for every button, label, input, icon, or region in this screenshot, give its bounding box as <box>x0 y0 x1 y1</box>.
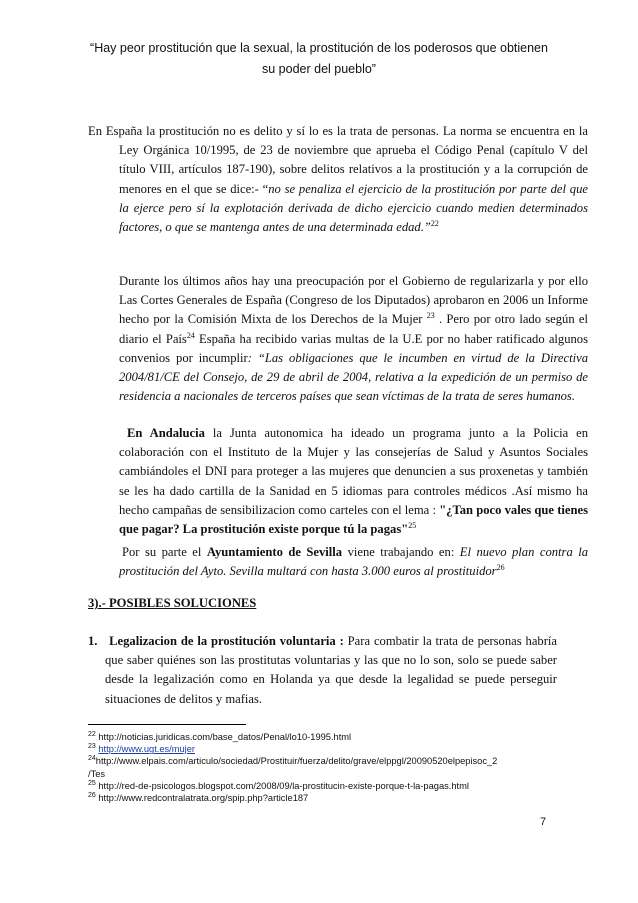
bold-text: Ayuntamiento de Sevilla <box>206 545 343 559</box>
footnote-24: $^{24}$http://www.elpais.com/articulo/sociedad/Prostituir/fuerza/delito/grave/elppgl/20090520elpepisoc_2 <box>88 755 498 767</box>
footnote-link[interactable]: http://www.ugt.es/mujer <box>98 744 196 755</box>
header-line-2: su poder del pueblo” <box>262 62 376 76</box>
footnote-ref-23[interactable]: 23 <box>426 311 435 321</box>
footnote-url[interactable]: http://noticias.juridicas.com/base_datos/Penal/lo10-1995.html <box>98 732 352 742</box>
page-number: 7 <box>540 816 547 828</box>
footnote-divider <box>88 724 246 725</box>
list-item <box>88 632 557 709</box>
footnote-ref-22[interactable]: 22 <box>430 218 439 228</box>
paragraph-text: En España la prostitución no es delito y sí lo es la trata de personas. La norma se encuentra en la Ley Orgánica 10/1995, de 23 de noviembre que aprueba el Código Penal (capítulo V del título VIII, artículos 187-190), sobre delitos relativos a la prostitución y a la corrupción de menores en el que se dice:- “ <box>88 124 588 196</box>
section-title: 3).- POSIBLES SOLUCIONES <box>88 596 257 610</box>
paragraph-sevilla <box>88 543 588 581</box>
paragraph-government <box>88 272 588 406</box>
paragraph-text: España ha recibido varias multas de la U.E por no haber ratificado algunos convenios por incumplir <box>119 331 589 365</box>
paragraph-text: Por su parte el <box>122 545 207 559</box>
quote-italic: El nuevo plan contra la prostitución del Ayto. Sevilla multará con hasta 3.000 euros al prostituidor <box>119 545 589 579</box>
bold-text: En Andalucia <box>127 426 205 440</box>
footnote-25: $^{25}$ http://red-de-psicologos.blogspot.com/2008/09/la-prostitucin-existe-porque-t-la-pagas.html <box>88 779 469 791</box>
footnote-23: $^{23}$ http://www.ugt.es/mujer <box>88 743 196 755</box>
footnotes <box>88 731 558 804</box>
list-number: 1. <box>88 634 98 648</box>
footnote-ref-24[interactable]: 24 <box>186 330 195 340</box>
footnote-22: $^{22}$ http://noticias.juridicas.com/base_datos/Penal/lo10-1995.html <box>88 730 352 742</box>
footnote-ref-25[interactable]: 25 <box>408 520 417 530</box>
paragraph-legal-framework <box>88 122 588 237</box>
list-item-text: Para combatir la trata de personas habría que saber quiénes son las prostitutas voluntarias y las que no lo son, solo se puede saber desde la legalización como en Holanda ya que desde la legalidad se puede perseguir situaciones de delitos y mafias. <box>105 634 557 706</box>
paragraph-andalucia <box>88 424 588 539</box>
footnote-24-continued <box>88 768 558 780</box>
page-header-quote <box>80 38 558 80</box>
paragraph-text: viene trabajando en: <box>342 545 460 559</box>
list-item-heading: Legalizacion de la prostitución voluntaria : <box>109 634 344 648</box>
footnote-ref-26[interactable]: 26 <box>496 563 505 573</box>
header-line-1: “Hay peor prostitución que la sexual, la prostitución de los poderosos que obtienen <box>90 41 548 55</box>
paragraph-text: . Pero por otro lado según el diario el País <box>119 312 588 346</box>
campaign-slogan: "¿Tan poco vales que tienes que pagar? La prostitución existe porque tú la pagas" <box>119 502 588 537</box>
footnote-url[interactable]: http://red-de-psicologos.blogspot.com/2008/09/la-prostitucin-existe-porque-t-la-pagas.html <box>98 780 469 791</box>
footnote-url[interactable]: http://www.redcontralatrata.org/spip.php?article187 <box>98 793 309 804</box>
quote-italic: : “Las obligaciones que le incumben en virtud de la Directiva 2004/81/CE del Consejo, de 29 de abril de 2004, relativa a la expedición de un permiso de residencia a nacionales de terceros países que sean víctimas de la trata de seres humanos. <box>119 350 588 404</box>
footnote-26: $^{26}$ http://www.redcontralatrata.org/spip.php?article187 <box>88 791 309 804</box>
paragraph-text: Durante los últimos años hay una preocupación por el Gobierno de regularizarla y por ello Las Cortes Generales de España (Congreso de los Diputados) aprobaron en 2006 un Informe hecho por la Comisión Mixta de los Derechos de la Mujer <box>119 274 588 327</box>
quote-italic: no se penaliza el ejercicio de la prostitución por parte del que la ejerce pero sí la explotación derivada de dicho ejercicio cuando medien determinados factores, o que se mantenga antes de una determinada edad.” <box>119 181 588 235</box>
footnote-url[interactable]: http://www.elpais.com/articulo/sociedad/Prostituir/fuerza/delito/grave/elppgl/20090520elpepisoc_2 <box>95 756 498 767</box>
paragraph-text: la Junta autonomica ha ideado un programa junto a la Policia en colaboración con el Instituto de la Mujer y las consejerías de Salud y Asuntos Sociales cambiándoles el DNI para proteger a las mujeres que denuncien a sus proxenetas y también se les ha dado cartilla de la Sanidad en 5 idiomas para controles médicos .Así mismo ha hecho campañas de sensibilizacion como carteles con el lema : <box>119 426 589 517</box>
footnote-url: /Tes <box>88 768 106 779</box>
